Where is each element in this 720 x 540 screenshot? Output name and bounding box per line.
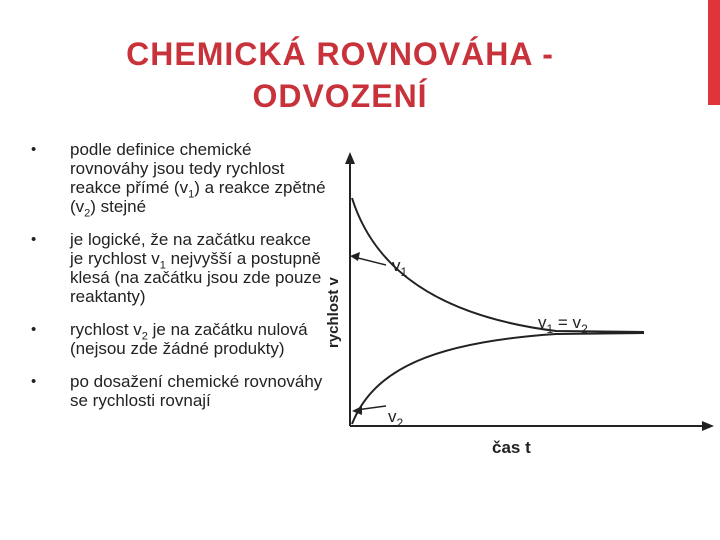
v1-pointer: [354, 257, 386, 265]
bullet-item: • podle definice chemické rovnováhy jsou tedy rychlost reakce přímé $(v_1)$ a reakce zpětné $(v_2)$ stejné: [31, 140, 326, 220]
x-axis-label: čas t: [492, 438, 531, 457]
y-axis-label: rychlost v: [325, 277, 342, 348]
rate-diagram: [316, 148, 716, 466]
v1-arrowhead-icon: [350, 252, 360, 261]
bullet-dot-icon: •: [31, 231, 37, 248]
bullet-item: • po dosažení chemické rovnováhy se rychlosti rovnají: [31, 372, 323, 410]
bullet-item: • je logické, že na začátku reakce je rychlost $v_1$ nejvyšší a postupně klesá (na začátku jsou zde pouze reaktanty): [31, 230, 322, 306]
title-line-1: CHEMICKÁ ROVNOVÁHA -: [126, 36, 554, 72]
v2-label: $v_2$: [388, 407, 404, 430]
bullet-dot-icon: •: [31, 141, 37, 158]
equilibrium-label: $v_1 = v_2$: [538, 313, 588, 336]
x-axis-arrow-icon: [702, 421, 714, 431]
title-line-2: ODVOZENÍ: [252, 78, 428, 114]
y-axis-arrow-icon: [345, 152, 355, 164]
accent-bar: [708, 0, 720, 105]
bullet-dot-icon: •: [31, 321, 37, 338]
bullet-list: [28, 140, 328, 424]
bullet-dot-icon: •: [31, 373, 37, 390]
bullet-item: • rychlost $v_2$ je na začátku nulová (nejsou zde žádné produkty): [31, 320, 308, 358]
slide-title: [40, 33, 640, 117]
v1-label: $v_1$: [392, 256, 408, 279]
